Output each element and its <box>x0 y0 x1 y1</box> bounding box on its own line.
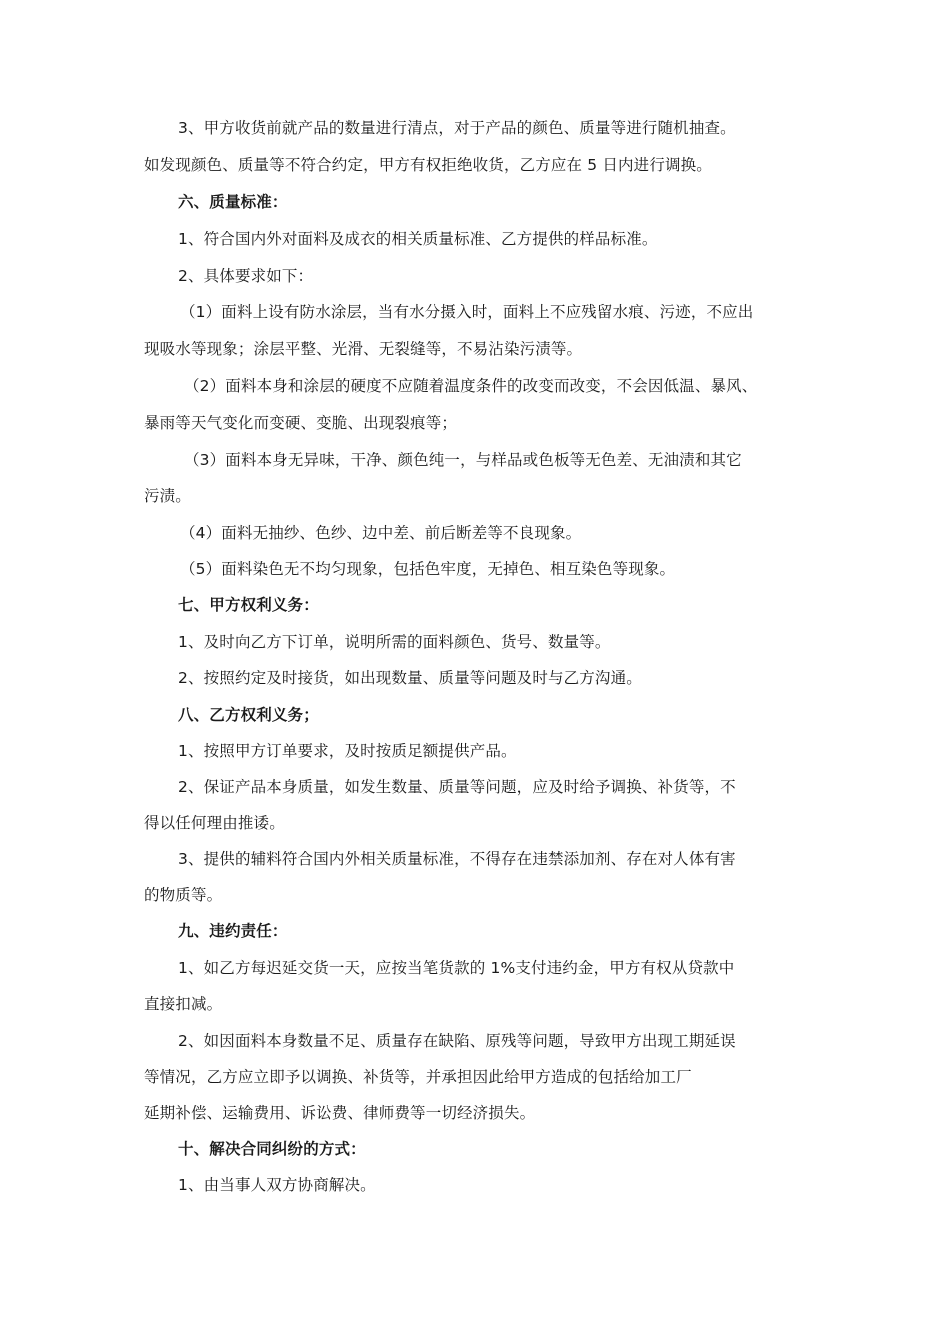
text-line: 暴雨等天气变化而变硬、变脆、出现裂痕等； <box>144 414 458 432</box>
section-heading: 十、解决合同纠纷的方式： <box>178 1140 366 1158</box>
text-line: （2）面料本身和涂层的硬度不应随着温度条件的改变而改变，不会因低温、暴风、 <box>184 377 758 395</box>
text-line: 污渍。 <box>144 487 191 505</box>
text-line: 延期补偿、运输费用、诉讼费、律师费等一切经济损失。 <box>144 1104 536 1122</box>
text-line: （3）面料本身无异味，干净、颜色纯一，与样品或色板等无色差、无油渍和其它 <box>184 451 742 469</box>
text-line: 1、由当事人双方协商解决。 <box>178 1176 376 1194</box>
text-line: 1、如乙方每迟延交货一天，应按当笔货款的 1%支付违约金，甲方有权从贷款中 <box>178 959 735 977</box>
text-line: 现吸水等现象；涂层平整、光滑、无裂缝等，不易沾染污渍等。 <box>144 340 583 358</box>
text-line: 得以任何理由推诿。 <box>144 814 285 832</box>
text-line: 等情况，乙方应立即予以调换、补货等，并承担因此给甲方造成的包括给加工厂 <box>144 1068 692 1086</box>
text-line: （5）面料染色无不均匀现象，包括色牢度，无掉色、相互染色等现象。 <box>180 560 676 578</box>
text-line: 3、甲方收货前就产品的数量进行清点，对于产品的颜色、质量等进行随机抽查。 <box>178 119 736 137</box>
text-line: 的物质等。 <box>144 886 223 904</box>
text-line: 2、按照约定及时接货，如出现数量、质量等问题及时与乙方沟通。 <box>178 669 642 687</box>
section-heading: 七、甲方权利义务： <box>178 596 319 614</box>
section-heading: 八、乙方权利义务； <box>178 706 319 724</box>
text-line: 直接扣减。 <box>144 995 223 1013</box>
text-line: 3、提供的辅料符合国内外相关质量标准，不得存在违禁添加剂、存在对人体有害 <box>178 850 736 868</box>
text-line: （1）面料上设有防水涂层，当有水分摄入时，面料上不应残留水痕、污迹，不应出 <box>180 303 754 321</box>
section-heading: 六、质量标准： <box>178 193 288 211</box>
text-line: 2、保证产品本身质量，如发生数量、质量等问题，应及时给予调换、补货等，不 <box>178 778 736 796</box>
text-line: （4）面料无抽纱、色纱、边中差、前后断差等不良现象。 <box>180 524 582 542</box>
text-line: 1、及时向乙方下订单，说明所需的面料颜色、货号、数量等。 <box>178 633 611 651</box>
text-line: 如发现颜色、质量等不符合约定，甲方有权拒绝收货，乙方应在 5 日内进行调换。 <box>144 156 712 174</box>
section-heading: 九、违约责任： <box>178 922 288 940</box>
text-line: 2、具体要求如下： <box>178 267 314 285</box>
text-line: 1、符合国内外对面料及成衣的相关质量标准、乙方提供的样品标准。 <box>178 230 658 248</box>
text-line: 1、按照甲方订单要求，及时按质足额提供产品。 <box>178 742 517 760</box>
text-line: 2、如因面料本身数量不足、质量存在缺陷、原残等问题，导致甲方出现工期延误 <box>178 1032 736 1050</box>
